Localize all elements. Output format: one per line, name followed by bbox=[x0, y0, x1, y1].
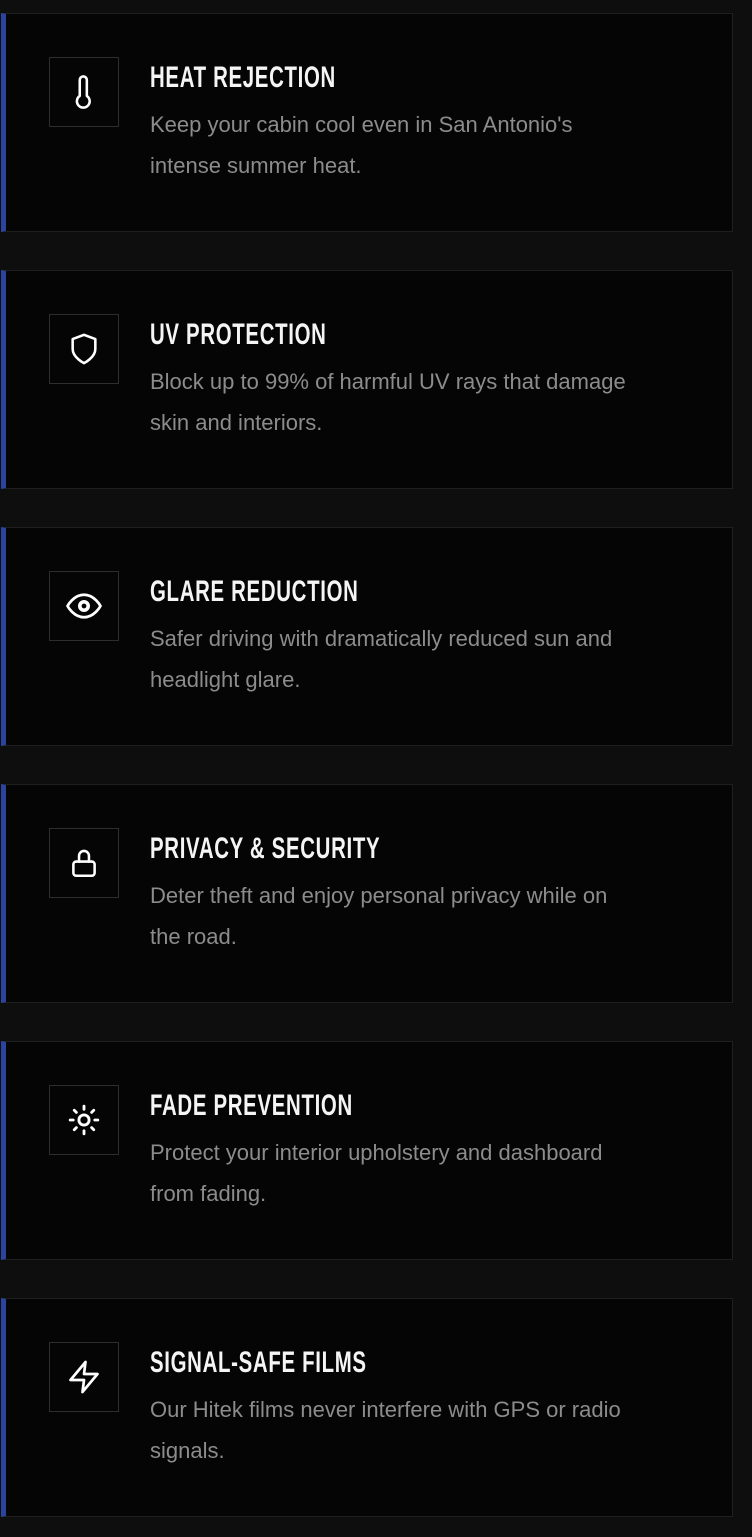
card-description: Deter theft and enjoy personal privacy while on the road. bbox=[150, 883, 608, 949]
card-body bbox=[150, 57, 640, 186]
card-description: Our Hitek films never interfere with GPS or radio signals. bbox=[150, 1397, 621, 1463]
sun-icon bbox=[66, 1102, 102, 1138]
feature-card-heat-rejection bbox=[1, 13, 733, 232]
card-title: PRIVACY & SECURITY bbox=[150, 832, 381, 865]
shield-icon bbox=[67, 332, 101, 366]
card-title: HEAT REJECTION bbox=[150, 61, 336, 94]
icon-box bbox=[49, 828, 119, 898]
feature-card-privacy-security bbox=[1, 784, 733, 1003]
feature-card-glare-reduction bbox=[1, 527, 733, 746]
icon-box bbox=[49, 1342, 119, 1412]
icon-box bbox=[49, 571, 119, 641]
icon-box bbox=[49, 57, 119, 127]
card-body bbox=[150, 314, 640, 443]
card-body bbox=[150, 1342, 640, 1471]
card-description: Safer driving with dramatically reduced sun and headlight glare. bbox=[150, 626, 613, 692]
card-description: Block up to 99% of harmful UV rays that damage skin and interiors. bbox=[150, 369, 626, 435]
card-title: GLARE REDUCTION bbox=[150, 575, 359, 608]
eye-icon bbox=[66, 588, 102, 624]
feature-card-signal-safe-films bbox=[1, 1298, 733, 1517]
lock-icon bbox=[67, 846, 101, 880]
feature-card-fade-prevention bbox=[1, 1041, 733, 1260]
card-description: Keep your cabin cool even in San Antonio's intense summer heat. bbox=[150, 112, 573, 178]
card-description: Protect your interior upholstery and dashboard from fading. bbox=[150, 1140, 603, 1206]
zap-icon bbox=[66, 1359, 102, 1395]
card-body bbox=[150, 828, 640, 957]
card-body bbox=[150, 571, 640, 700]
icon-box bbox=[49, 314, 119, 384]
icon-box bbox=[49, 1085, 119, 1155]
card-title: UV PROTECTION bbox=[150, 318, 327, 351]
card-title: FADE PREVENTION bbox=[150, 1089, 353, 1122]
card-body bbox=[150, 1085, 640, 1214]
thermometer-icon bbox=[67, 75, 101, 109]
feature-card-uv-protection bbox=[1, 270, 733, 489]
card-title: SIGNAL-SAFE FILMS bbox=[150, 1346, 367, 1379]
